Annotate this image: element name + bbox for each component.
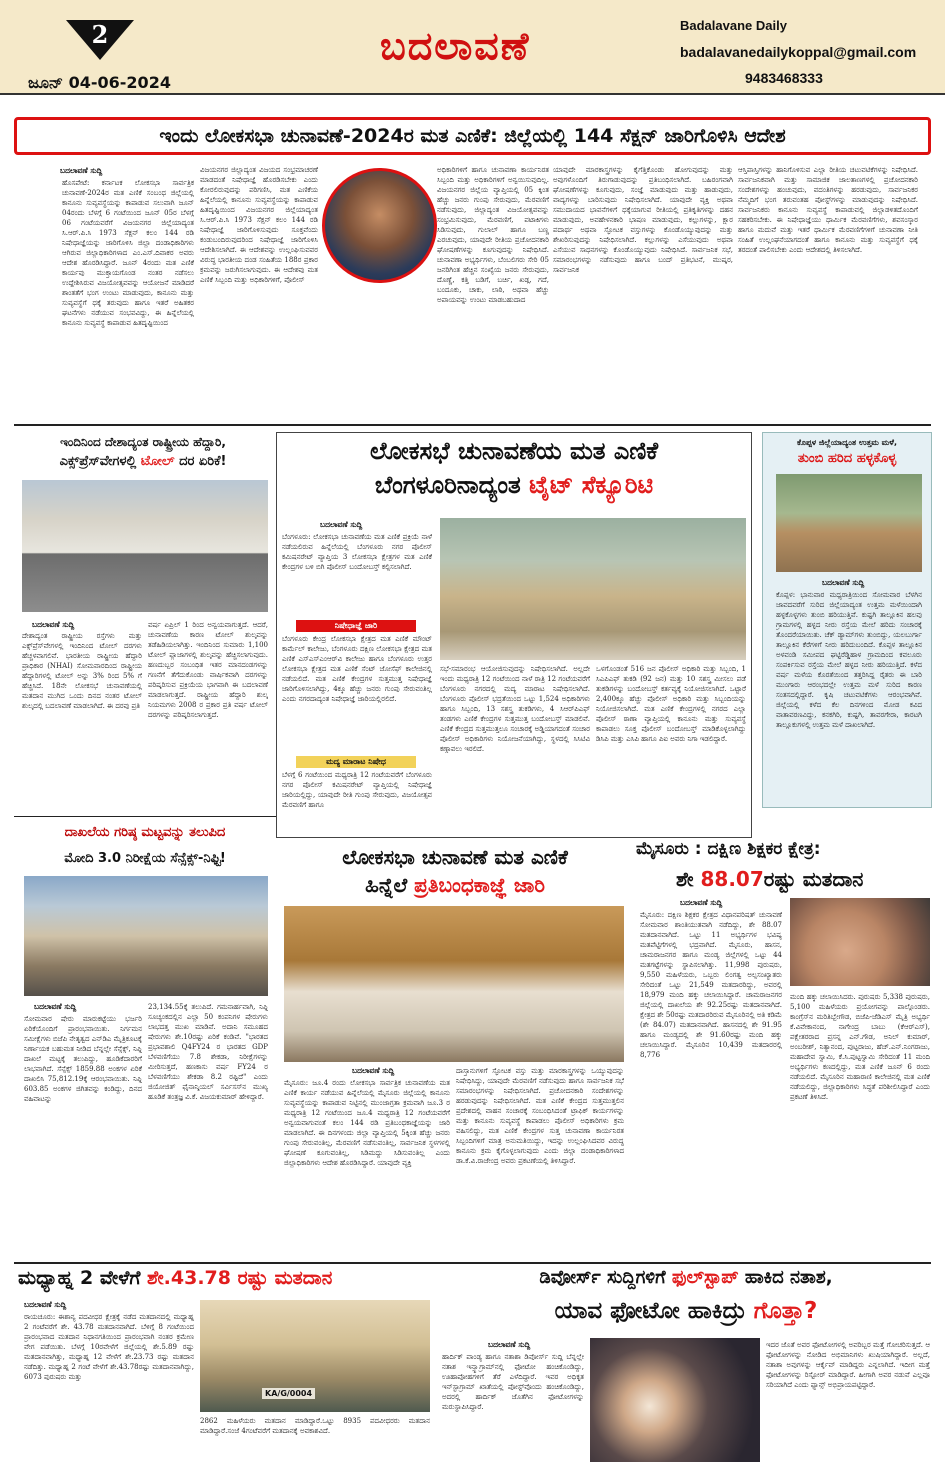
prohibitory-headline-2b: ಪ್ರತಿಬಂಧಕಾಜ್ಞೆ ಜಾರಿ [414,873,545,897]
divider [14,424,931,426]
prohibitory-headline-2 [280,874,630,897]
mysuru-headline-2a: ಶೇ [676,867,701,891]
midday-headline-1: ಮಧ್ಯಾಹ್ನ 2 ವೇಳೆಗೆ [18,1267,148,1289]
stock-exchange-photo [24,876,268,996]
security-headline-2b: ಟೈಟ್ ಸೆಕ್ಯೂರಿಟಿ [529,471,654,499]
divorce-byline: ಬದಲಾವಣೆ ಸುದ್ದಿ [488,1340,531,1349]
lead-photo-official [322,168,437,283]
divorce-headline-2b: ಗೊತ್ತಾ? [753,1298,818,1324]
toll-headline-1: ಇಂದಿನಿಂದ ದೇಶಾದ್ಯಂತ ರಾಷ್ಟ್ರೀಯ ಹೆದ್ದಾರಿ, [60,435,226,449]
mysuru-headline-2b: 88.07 [700,867,764,891]
toll-plaza-photo [22,480,268,612]
sensex-byline: ಬದಲಾವಣೆ ಸುದ್ದಿ [34,1002,77,1011]
rain-flood-photo [776,474,922,572]
security-byline: ಬದಲಾವಣೆ ಸುದ್ದಿ [320,520,363,529]
toll-headline-2 [18,455,268,470]
toll-column-1: ದೇಶಾದ್ಯಂತ ರಾಷ್ಟ್ರೀಯ ರಸ್ತೆಗಳು ಮತ್ತು ಎಕ್ಸ್‌ಪ್ರೆಸ್‌ವೇಗಳಲ್ಲಿ ಇಂದಿನಿಂದ ಟೋಲ್ ದರಗಳು ಹೆಚ್ಚಳವಾಗಲಿವೆ. ಭಾರತೀಯ ರಾಷ್ಟ್ರೀಯ ಹೆದ್ದಾರಿ ಪ್ರಾಧಿಕಾರ (NHAI) ಸೋಮವಾರದಿಂದ ರಾಷ್ಟ್ರೀಯ ಹೆದ್ದಾರಿಗಳಲ್ಲಿ ಟೋಲ್ ಅನ್ನು 3% ರಿಂದ 5% ಗೆ ಹೆಚ್ಚಿಸಿದೆ. 18ನೇ ಲೋಕಸಭೆ ಚುನಾವಣೆಯಲ್ಲಿ ಮತದಾನ ಮುಗಿದ ಒಂದು ದಿನದ ನಂತರ ಟೋಲ್ ಶುಲ್ಕದಲ್ಲಿ ಬದಲಾವಣೆ ಮಾಡಲಾಗಿದೆ. ಈ ದರವು ಪ್ರತಿ [22,632,142,710]
paper-name: Badalavane Daily [680,18,787,33]
toll-headline-2a: ಎಕ್ಸ್‌ಪ್ರೆಸ್‌ವೇಗಳಲ್ಲಿ [59,454,141,469]
polling-booth-photo [200,1300,430,1412]
security-headline-1: ಲೋಕಸಭೆ ಚುನಾವಣೆಯ ಮತ ಎಣಿಕೆ [369,437,659,465]
midday-headline [18,1268,438,1290]
inked-fingers-photo [790,898,930,986]
toll-headline-2c: ದರ ಏರಿಕೆ! [174,454,227,469]
divorce-headline-1c: ಹಾಕಿದ ನತಾಶ, [738,1267,833,1288]
security-column-2: ಸಭೆ-ಸಮಾರಂಭ ಆಯೋಜಿಸುವುದನ್ನು ನಿಷೇಧಿಸಲಾಗಿದೆ. ಅಲ್ಲದೇ ಇಂದು ಮಧ್ಯರಾತ್ರಿ 12 ಗಂಟೆಯಿಂದ ನಾಳೆ ರಾತ್ರಿ 12 ಗಂಟೆಯವರೆಗೆ ಬೆಂಗಳೂರು ನಗರದಲ್ಲಿ ಮದ್ಯ ಮಾರಾಟ ನಿಷೇಧಿಸಲಾಗಿದೆ. ಬೆಂಗಳೂರು ಪೊಲೀಸ್ ಭದ್ರತೆಯಿಂದ ಒಟ್ಟು 1,524 ಅಧಿಕಾರಿಗಳು ಹಾಗೂ ಸಿಬ್ಬಂದಿ, 13 ಸಶಸ್ತ್ರ ತುಕಡಿಗಳು, 4 ಸಿಆರ್‌ಪಿಎಫ್ ತಂಡಗಳು ಎಣಿಕೆ ಕೇಂದ್ರಗಳ ಸುತ್ತಮುತ್ತ ಬಂದೋಬಸ್ತ್ ಮಾಡಲಿವೆ. ಎಣಿಕೆ ಕೇಂದ್ರದ ಸುತ್ತಮುತ್ತಲೂ ಸಂಚಾರಕ್ಕೆ ಅಡ್ಡಿಯಾಗದಂತೆ ಸಂಚಾರ ಪೊಲೀಸ್ ಅಧಿಕಾರಿಗಳು ನಿಯೋಜನೆಯಾಗಿದ್ದು, ಸ್ಥಳದಲ್ಲಿ ಸಿಸಿಟಿವಿ ಕಣ್ಗಾವಲು ಇರಲಿದೆ. [440,665,590,753]
security-subhead-1: ನಿಷೇಧಾಜ್ಞೆ ಜಾರಿ [296,620,416,632]
midday-headline-2: ಶೇ.43.78 ರಷ್ಟು ಮತದಾನ [147,1267,333,1289]
lead-column-5: ಆಸ್ತಿಪಾಸ್ತಿಗಳನ್ನು ಹಾನಿಗೊಳಿಸುವ ಎಲ್ಲಾ ರೀತಿಯ ಚಟುವಟಿಕೆಗಳನ್ನು ನಿಷೇಧಿಸಿದೆ. ಸಾರ್ವಜನಿಕವಾಗಿ ಮತ್ತು ಸಾಮಾಜಿಕ ಜಾಲತಾಣಗಳಲ್ಲಿ ಪ್ರಚೋದನಕಾರಿ ಸಂದೇಶಗಳನ್ನು ಹಂಚುವುದು, ವದಂತಿಗಳನ್ನು ಹರಡುವುದು, ಸಾರ್ವಜನಿಕರ ನೆಮ್ಮದಿಗೆ ಭಂಗ ತರುವಂತಹ ಪೋಸ್ಟ್‌ಗಳನ್ನು ಮಾಡುವುದನ್ನು ನಿಷೇಧಿಸಿದೆ. ಸಾರ್ವಜನಿಕರು ಕಾನೂನು ಸುವ್ಯವಸ್ಥೆ ಕಾಪಾಡುವಲ್ಲಿ ಜಿಲ್ಲಾಡಳಿತದೊಂದಿಗೆ ಸಹಕರಿಸಬೇಕು. ಈ ನಿಷೇಧಾಜ್ಞೆಯು ಧಾರ್ಮಿಕ ಮೆರವಣಿಗೆಗಳು, ಶವಸಂಸ್ಕಾರ ಹಾಗೂ ಮದುವೆ ಮತ್ತು ಇತರೆ ಧಾರ್ಮಿಕ ಮೆರವಣಿಗೆಗಳಿಗೆ ಚುನಾವಣಾ ನೀತಿ ಸಂಹಿತೆ ಉಲ್ಲಂಘನೆಯಾಗದಂತೆ ಹಾಗೂ ಕಾನೂನು ಮತ್ತು ಸುವ್ಯವಸ್ಥೆಗೆ ಧಕ್ಕೆ ತರದಂತೆ ಪಾಲಿಸಬೇಕು ಎಂದು ಆದೇಶದಲ್ಲಿ ತಿಳಿಸಲಾಗಿದೆ. [738,166,918,254]
mysuru-headline-2c: ರಷ್ಟು ಮತದಾನ [763,867,864,891]
rain-body: ಕೊಪ್ಪಳ: ಭಾನುವಾರ ಮಧ್ಯರಾತ್ರಿಯಿಂದ ಸೋಮವಾರ ಬೆಳಗಿನ ಜಾವದವರೆಗೆ ಸುರಿದ ಜಿಲ್ಲೆಯಾದ್ಯಂತ ಉತ್ತಮ ಮಳೆಯಿಂದಾಗಿ ಹಳ್ಳಕೊಳ್ಳಗಳು ತುಂಬಿ ಹರಿಯುತ್ತಿವೆ. ಕುಷ್ಟಗಿ ತಾಲ್ಲೂಕಿನ ಹಲವು ಗ್ರಾಮಗಳಲ್ಲಿ ಹಳ್ಳದ ನೀರು ರಸ್ತೆಯ ಮೇಲೆ ಹರಿದು ಸಂಚಾರಕ್ಕೆ ತೊಂದರೆಯಾಯಿತು. ಚೆಕ್ ಡ್ಯಾಮ್‌ಗಳು ತುಂಬಿದ್ದು, ಯಲಬುರ್ಗಾ ತಾಲ್ಲೂಕಿನ ಕೆರೆಗಳಿಗೆ ನೀರು ಹರಿದುಬಂದಿದೆ. ಕೊಪ್ಪಳ ತಾಲ್ಲೂಕಿನ ಅಳವಂಡಿ ಸಮೀಪದ ಘಟ್ಟಿರೆಡ್ಡಿಹಾಳ ಗ್ರಾಮದಿಂದ ಕವಲೂರು ಸಂಪರ್ಕಿಸುವ ರಸ್ತೆಯ ಮೇಲೆ ಹಳ್ಳದ ನೀರು ಹರಿಯುತ್ತಿದೆ. ಕಳೆದ ವರ್ಷ ಮಳೆಯ ಕೊರತೆಯಿಂದ ತತ್ತರಿಸಿದ್ದ ರೈತರು ಈ ಬಾರಿ ಮುಂಗಾರು ಆರಂಭದಲ್ಲೇ ಉತ್ತಮ ಮಳೆ ಸುರಿದ ಕಾರಣ ಸಂತಸದಲ್ಲಿದ್ದಾರೆ. ಕೃಷಿ ಚಟುವಟಿಕೆಗಳು ಆರಂಭವಾಗಿವೆ. ಜಿಲ್ಲೆಯಲ್ಲಿ ಕಳೆದ ಕೆಲ ದಿನಗಳಿಂದ ಮೋಡ ಕವಿದ ವಾತಾವರಣವಿದ್ದು, ಕನಕಗಿರಿ, ಕುಷ್ಟಗಿ, ತಾವರಗೇರಾ, ಕಾರಟಗಿ ತಾಲ್ಲೂಕುಗಳಲ್ಲಿ ಉತ್ತಮ ಮಳೆ ದಾಖಲಾಗಿದೆ. [776,591,922,729]
toll-headline-2b: ಟೋಲ್ [140,454,175,469]
sensex-headline-1: ದಾಖಲೆಯ ಗರಿಷ್ಠ ಮಟ್ಟವನ್ನು ತಲುಪಿದ [64,825,226,840]
security-column-3: ಒಳಗೊಂಡಂತೆ 516 ಜನ ಪೊಲೀಸ್ ಅಧಿಕಾರಿ ಮತ್ತು ಸಿಬ್ಬಂದಿ, 1 ಸಿಎಪಿಎಫ್ ತುಕಡಿ (92 ಜನ) ಮತ್ತು 10 ಸಶಸ್ತ್ರ ಮೀಸಲು ಪಡೆ ತುಕಡಿಗಳನ್ನು ಬಂದೋಬಸ್ತ್ ಕರ್ತವ್ಯಕ್ಕೆ ನಿಯೋಜಿಸಲಾಗಿದೆ. ಒಟ್ಟಾರೆ 2,400ಕ್ಕೂ ಹೆಚ್ಚು ಪೊಲೀಸ್ ಅಧಿಕಾರಿ ಮತ್ತು ಸಿಬ್ಬಂದಿಯನ್ನು ನಿಯೋಜಿಸಲಾಗಿದೆ. ಮತ ಎಣಿಕೆ ಕೇಂದ್ರಗಳಲ್ಲಿ ನಗರದ ಎಲ್ಲಾ ಪೊಲೀಸ್ ಠಾಣಾ ವ್ಯಾಪ್ತಿಯಲ್ಲಿ ಕಾನೂನು ಮತ್ತು ಸುವ್ಯವಸ್ಥೆ ಕಾಪಾಡಲು ಸೂಕ್ತ ಪೊಲೀಸ್ ಬಂದೋಬಸ್ತ್ ಮಾಡಿಕೊಳ್ಳಲಾಗಿದ್ದು ಡಿಸಿಪಿ ಮತ್ತು ಎಸಿಪಿ ಹಾಗೂ ಪಿಐ ಅವರು ನಿಗಾ ಇಡಲಿದ್ದಾರೆ. [596,665,746,743]
prohibitory-headline-1: ಲೋಕಸಭಾ ಚುನಾವಣೆ ಮತ ಎಣಿಕೆ [342,845,568,869]
contact-phone: 9483468333 [745,70,823,86]
lead-column-1: ಹೊಸಪೇಟೆ: ಕರ್ನಾಟಕ ಲೋಕಸಭಾ ಸಾರ್ವತ್ರಿಕ ಚುನಾವಣೆ-2024ರ ಮತ ಎಣಿಕೆ ಸಂಬಂಧ ಜಿಲ್ಲೆಯಲ್ಲಿ ಕಾನೂನು ಸುವ್ಯವಸ್ಥೆಯನ್ನು ಕಾಪಾಡುವ ಸಲುವಾಗಿ ಜೂನ್ 04ರಂದು ಬೆಳಗ್ಗೆ 6 ಗಂಟೆಯಿಂದ ಜೂನ್ 05ರ ಬೆಳಗ್ಗೆ 06 ಗಂಟೆಯವರೆಗೆ ವಿಜಯನಗರ ಜಿಲ್ಲೆಯಾದ್ಯಂತ ಸಿ.ಆರ್.ಪಿ.ಸಿ 1973 ಸೆಕ್ಷನ್ ಕಲಂ 144 ರಡಿ ನಿಷೇಧಾಜ್ಞೆಯನ್ನು ಜಾರಿಗೊಳಿಸಿ ಜಿಲ್ಲಾ ದಂಡಾಧಿಕಾರಿಗಳು ಆಗಿರುವ ಜಿಲ್ಲಾಧಿಕಾರಿಗಳಾದ ಎಂ.ಎಸ್.ದಿವಾಕರ ಅವರು ಆದೇಶ ಹೊರಡಿಸಿದ್ದಾರೆ. ಜೂನ್ 4ರಂದು ಮತ ಎಣಿಕೆ ಕಾರ್ಯವು ಮುಕ್ತಾಯಗೊಂಡ ನಂತರ ನಡೆಸಲು ಉದ್ದೇಶಿಸಿರುವ ವಿಜಯೋತ್ಸವವನ್ನು ಆಯೋಜನೆ ಮಾಡಿದರೆ ಶಾಂತತೆಗೆ ಭಂಗ ಉಂಟು ಮಾಡುವುದು, ಕಾನೂನು ಮತ್ತು ಸುವ್ಯವಸ್ಥೆಗೆ ಧಕ್ಕೆ ತರುವುದು ಹಾಗೂ ಇತರೆ ಅಹಿತಕರ ಘಟನೆಗಳು ನಡೆಯುವ ಸಂಭವವಿದ್ದು, ಈ ಹಿನ್ನೆಲೆಯಲ್ಲಿ ಕಾನೂನು ಸುವ್ಯವಸ್ಥೆ ಕಾಪಾಡುವ ಹಿತದೃಷ್ಟಿಯಿಂದ [62,179,194,327]
lead-column-2: ವಿಜಯನಗರ ಜಿಲ್ಲಾದ್ಯಂತ ವಿಜಯದ ಸಂಭ್ರಮಾಚರಣೆ ಮಾಡದಂತೆ ನಿಷೇಧಾಜ್ಞೆ ಹೊರಡಿಸಬೇಕು ಎಂದು ಕೋರಲಿರುವುದನ್ನು ಪರಿಗಣಿಸಿ, ಮತ ಎಣಿಕೆಯ ಹಿನ್ನೆಲೆಯಲ್ಲಿ ಕಾನೂನು ಸುವ್ಯವಸ್ಥೆಯನ್ನು ಕಾಪಾಡುವ ಹಿತದೃಷ್ಟಿಯಿಂದ ವಿಜಯನಗರ ಜಿಲ್ಲೆಯಾದ್ಯಂತ ಸಿ.ಆರ್.ಪಿ.ಸಿ 1973 ಸೆಕ್ಷನ್ ಕಲಂ 144 ರಡಿ ನಿಷೇಧಾಜ್ಞೆ ಜಾರಿಗೊಳಿಸುವುದು ಸೂಕ್ತವೆಂದು ಕಂಡುಬಂದಿರುವುದರಿಂದ ನಿಷೇಧಾಜ್ಞೆ ಜಾರಿಗೊಳಿಸಿ ಆದೇಶಿಸಲಾಗಿದೆ. ಈ ಆದೇಶವನ್ನು ಉಲ್ಲಂಘಿಸುವವರ ವಿರುದ್ಧ ಭಾರತೀಯ ದಂಡ ಸಂಹಿತೆಯ 188ರ ಪ್ರಕಾರ ಕ್ರಮವನ್ನು ಜರುಗಿಸಲಾಗುವುದು. ಈ ಆದೇಶವು ಮತ ಎಣಿಕೆ ಸಿಬ್ಬಂದಿ ಮತ್ತು ಅಧಿಕಾರಿಗಳಿಗೆ, ಪೊಲೀಸ್ [200,166,318,284]
security-column-1b: ಬೆಳಗ್ಗೆ 6 ಗಂಟೆಯಿಂದ ಮಧ್ಯರಾತ್ರಿ 12 ಗಂಟೆಯವರೆಗೆ ಬೆಂಗಳೂರು ನಗರ ಪೊಲೀಸ್ ಕಮಿಷನರೇಟ್ ವ್ಯಾಪ್ತಿಯಲ್ಲಿ ನಿಷೇಧಾಜ್ಞೆ ಜಾರಿಯಲ್ಲಿದ್ದು, ಯಾವುದೇ ರೀತಿ ಗುಂಪು ಸೇರುವುದು, ವಿಜಯೋತ್ಸವ ಮೆರವಣಿಗೆ ಹಾಗೂ [282,771,432,809]
page-number: 2 [91,20,109,49]
sensex-column-2: 23,134.55ಕ್ಕೆ ತಲುಪಿದೆ. ಗಮನಾರ್ಹವಾಗಿ, ನಿಫ್ಟಿ ಸೂಚ್ಯಂಕದಲ್ಲಿನ ಎಲ್ಲಾ 50 ಕಂಪನಿಗಳ ಷೇರುಗಳು ಲಾಭದತ್ತ ಮುಖ ಮಾಡಿವೆ. ಅದಾನಿ ಸಮೂಹದ ಷೇರುಗಳು ಶೇ.10ರಷ್ಟು ಏರಿಕೆ ಕಂಡಿವೆ. "ಭಾರತದ ಪ್ರಭಾವಶಾಲಿ Q4FY24 ರ ಭಾರತದ GDP ಬೆಳವಣಿಗೆಯು 7.8 ಶೇಕಡಾ, ನಿರೀಕ್ಷೆಗಳನ್ನು ಮೀರಿಸುತ್ತದೆ, ಹಣಕಾಸು ವರ್ಷ FY24 ರ ಬೆಳವಣಿಗೆಯು ಶೇಕಡಾ 8.2 ರಷ್ಟಿದೆ" ಎಂದು ಜಿಯೋಜಿತ್ ಫೈನಾನ್ಶಿಯಲ್ ಸರ್ವಿಸಸ್‌ನ ಮುಖ್ಯ ಹೂಡಿಕೆ ತಂತ್ರಜ್ಞ ವಿ.ಕೆ. ವಿಜಯಕುಮಾರ್ ಹೇಳಿದ್ದಾರೆ. [148,1003,268,1101]
divider [14,816,276,817]
divorce-column-1: ಹಾರ್ದಿಕ್ ಪಾಂಡ್ಯ ಹಾಗೂ ನತಾಶಾ ಡಿವೋರ್ಸ್ ಸುದ್ದಿ ಬೆನ್ನಲ್ಲೇ ನತಾಶ ಇನ್ಸ್ಟಾಗ್ರಾಮ್‌ನಲ್ಲಿ ಫೋಟೋ ಹಂಚಿಕೊಂಡಿದ್ದು, ಊಹಾಪೋಹಗಳಿಗೆ ತೆರೆ ಎಳೆದಿದ್ದಾರೆ. ಇವರ ಅಧಿಕೃತ ಇನ್‌ಸ್ಟಾಗ್ರಾಮ್ ಖಾತೆಯಲ್ಲಿ ಪೋಸ್ಟ್‌ವೊಂದು ಹಂಚಿಕೊಂಡಿದ್ದು, ಅದರಲ್ಲಿ ಹಾರ್ದಿಕ್ ಜೊತೆಗಿನ ಫೋಟೋಗಳನ್ನು ಮರುಸ್ಥಾಪಿಸಿದ್ದಾರೆ. [442,1353,584,1411]
ballot-box-label: KA/G/0004 [262,1388,315,1399]
lead-headline: ಇಂದು ಲೋಕಸಭಾ ಚುನಾವಣೆ-2024ರ ಮತ ಎಣಿಕೆ: ಜಿಲ್ಲೆಯಲ್ಲಿ 144 ಸೆಕ್ಷನ್ ಜಾರಿಗೊಳಿಸಿ ಆದೇಶ [14,117,931,155]
lead-byline: ಬದಲಾವಣೆ ಸುದ್ದಿ [60,166,103,175]
security-police-photo [440,518,746,660]
midday-caption: 2862 ಮಹಿಳೆಯರು ಮತದಾನ ಮಾಡಿದ್ದಾರೆ.ಒಟ್ಟು 8935 ಪದವೀಧರರು ಮತದಾನ ಮಾಡಿದ್ದಾರೆ.ಸಂಜೆ 4ಗಂಟೆವರೆಗೆ ಮತದಾನಕ್ಕೆ ಅವಕಾಶವಿದೆ. [200,1417,430,1435]
midday-column-1: ರಾಯಚೂರು: ಈಶಾನ್ಯ ಪದವೀಧರ ಕ್ಷೇತ್ರಕ್ಕೆ ನಡೆದ ಮತದಾನದಲ್ಲಿ ಮಧ್ಯಾಹ್ನ 2 ಗಂಟೆವರೆಗೆ ಶೇ. 43.78 ಮತದಾನವಾಗಿದೆ. ಬೆಳಿಗ್ಗೆ 8 ಗಂಟೆಯಿಂದ ಪ್ರಾರಂಭವಾದ ಮತದಾನ ನಿಧಾನಗತಿಯಿಂದ ಪ್ರಾರಂಭವಾಗಿ ನಂತರ ಕ್ರಮೇಣ ವೇಗ ಪಡೆಯಿತು. ಬೆಳಗ್ಗೆ 10ರವೇಳೆಗೆ ಜಿಲ್ಲೆಯಲ್ಲಿ ಶೇ.5.89 ರಷ್ಟು ಮತದಾನವಾಗಿತ್ತು, ಮಧ್ಯಾಹ್ನ 12 ವೇಳೆಗೆ ಶೇ.23.73 ರಷ್ಟು ಮತದಾನ ನಡೆದಿತ್ತು. ಮಧ್ಯಾಹ್ನ 2 ಗಂಟೆ ವೇಳೆಗೆ ಶೇ.43.78ರಷ್ಟು ಮತದಾನವಾಗಿದ್ದು, 6073 ಪುರುಷರು ಮತ್ತು [24,1313,194,1381]
divider [14,1262,931,1264]
issue-date: ಜೂನ್ 04-06-2024 [28,73,171,92]
divorce-column-2: ಇದರ ಜೊತೆ ಅವರ ಫೋಟೋಗಳಲ್ಲಿ ಅವರಿಬ್ಬರ ಮತ್ತೆ ಗೋಚರಿಸುತ್ತದೆ. ಆ ಫೋಟೋಗಳನ್ನು ನೋಡಿದ ಅಭಿಮಾನಿಗಳು ಖುಷಿಯಾಗಿದ್ದಾರೆ. ಅಲ್ಲದೆ, ನತಾಶಾ ಅವುಗಳನ್ನು ಆರ್ಕೈವ್ ಮಾಡಿದ್ದರು ಎನ್ನಲಾಗಿದೆ. ಇದೀಗ ಮತ್ತೆ ಫೋಟೋಗಳನ್ನು ರಿಸ್ಟೋರ್ ಮಾಡಿದ್ದಾರೆ. ಹೀಗಾಗಿ ಅವರ ನಡುವೆ ಎಲ್ಲವೂ ಸರಿಯಾಗಿದೆ ಎಂದು ಫ್ಯಾನ್ಸ್ ಅಭಿಪ್ರಾಯಪಟ್ಟಿದ್ದಾರೆ. [766,1341,930,1389]
lead-column-4: ಯಾವುದೇ ಮಾರಕಾಸ್ತ್ರಗಳನ್ನು ಕೈಗೆತ್ತಿಕೊಂಡು ಹೋಗುವುದನ್ನು ಮತ್ತು ಅವುಗಳೊಂದಿಗೆ ತಿರುಗಾಡುವುದನ್ನು ಪ್ರತಿಬಂಧಿಸಲಾಗಿದೆ. ಬಹಿರಂಗವಾಗಿ ಘೋಷಣೆಗಳನ್ನು ಕೂಗುವುದು, ಸಂಜ್ಞೆ ಮಾಡುವುದು ಮತ್ತು ಹಾಡುವುದು, ವಾದ್ಯಗಳನ್ನು ಬಾರಿಸುವುದು ನಿಷೇಧಿಸಲಾಗಿದೆ. ಯಾವುದೇ ವ್ಯಕ್ತಿ ಅಥವಾ ಸಮುದಾಯದ ಭಾವನೆಗಳಿಗೆ ಧಕ್ಕೆಯಾಗುವ ರೀತಿಯಲ್ಲಿ ಪ್ರತಿಕೃತಿಗಳನ್ನು ದಹನ ಮಾಡುವುದು, ಅವಹೇಳನಕಾರಿ ಭಾಷಣ ಮಾಡುವುದು, ಕಲ್ಲುಗಳನ್ನು, ಕ್ಷಾರ ಪದಾರ್ಥ ಅಥವಾ ಸ್ಫೋಟಕ ವಸ್ತುಗಳನ್ನು ಕೊಂಡೊಯ್ಯುವುದನ್ನು ಮತ್ತು ಶೇಖರಿಸುವುದನ್ನು ನಿಷೇಧಿಸಲಾಗಿದೆ. ಕಲ್ಲುಗಳನ್ನು ಎಸೆಯುವುದು ಅಥವಾ ಎಸೆಯುವ ಸಾಧನಗಳನ್ನು ಕೊಂಡೊಯ್ಯುವುದು ನಿಷೇಧಿಸಿದೆ. ಸಾರ್ವಜನಿಕ ಸಭೆ, ಸಮಾರಂಭಗಳನ್ನು ನಡೆಸುವುದು ಹಾಗೂ ಬಂದ್ ಪ್ರತಿಭಟನೆ, ಮುಷ್ಕರ, ಸಾರ್ವಜನಿಕ [553,166,733,274]
mysuru-byline: ಬದಲಾವಣೆ ಸುದ್ದಿ [680,898,723,907]
rain-headline: ತುಂಬಿ ಹರಿದ ಹಳ್ಳಕೊಳ್ಳ [797,451,897,466]
rain-kicker: ಕೊಪ್ಪಳ ಜಿಲ್ಲೆಯಾದ್ಯಂತ ಉತ್ತಮ ಮಳೆ, [797,438,897,447]
security-headline-2a: ಬೆಂಗಳೂರಿನಾದ್ಯಂತ [374,471,530,499]
security-intro: ಬೆಂಗಳೂರು: ಲೋಕಸಭಾ ಚುನಾವಣೆಯ ಮತ ಎಣಿಕೆ ಪ್ರಕ್ರಿಯೆ ನಾಳೆ ನಡೆಯಲಿರುವ ಹಿನ್ನೆಲೆಯಲ್ಲಿ ಬೆಂಗಳೂರು ನಗರ ಪೊಲೀಸ್ ಕಮಿಷನರೇಟ್ ವ್ಯಾಪ್ತಿಯ 3 ಲೋಕಸಭಾ ಕ್ಷೇತ್ರಗಳ ಮತ ಎಣಿಕೆ ಕೇಂದ್ರಗಳ ಬಳಿ ಬಿಗಿ ಪೊಲೀಸ್ ಬಂದೋಬಸ್ತ್ ಕಲ್ಪಿಸಲಾಗಿದೆ. [282,533,432,571]
midday-byline: ಬದಲಾವಣೆ ಸುದ್ದಿ [24,1300,67,1309]
lead-column-3: ಅಧಿಕಾರಿಗಳಿಗೆ ಹಾಗೂ ಚುನಾವಣಾ ಕಾರ್ಯನಿರತ ಸಿಬ್ಬಂದಿ ಮತ್ತು ಅಧಿಕಾರಿಗಳಿಗೆ ಅನ್ವಯಿಸುವುದಿಲ್ಲ. ವಿಜಯನಗರ ಜಿಲ್ಲೆಯ ವ್ಯಾಪ್ತಿಯಲ್ಲಿ 05 ಕ್ಕಿಂತ ಹೆಚ್ಚು ಜನರು ಗುಂಪು ಸೇರುವುದು, ಮೆರವಣಿಗೆ ನಡೆಸುವುದು, ಜಿಲ್ಲಾದ್ಯಂತ ವಿಜಯೋತ್ಸವವನ್ನು ಸಂಭ್ರಮಿಸುವುದು, ಮೆರವಣಿಗೆ, ಪಟಾಕಿಗಳು ಸಿಡಿಸುವುದು, ಗುಲಾಲ್ ಹಾಗೂ ಬಣ್ಣ ಎರಚುವುದು, ಯಾವುದೇ ರೀತಿಯ ಪ್ರಚೋದನಕಾರಿ ಘೋಷಣೆಗಳನ್ನು ಕೂಗುವುದನ್ನು ನಿಷೇಧಿಸಿದೆ. ಚುನಾವಣಾ ಅಭ್ಯರ್ಥಿಗಳು, ಬೆಂಬಲಿಗರು ಸೇರಿ 05 ಜನರಿಗಿಂತ ಹೆಚ್ಚಿನ ಸಂಖ್ಯೆಯ ಜನರು ಸೇರುವುದು, ದೊಣ್ಣೆ, ಕತ್ತಿ ಬಡಿಗೆ, ಬರ್ಚಿ, ಖಡ್ಗ, ಗದೆ, ಬಂದೂಕು, ಚಾಕು, ಲಾಠಿ, ಅಥವಾ ಹೆಚ್ಚು ಅಪಾಯವನ್ನು ಉಂಟು ಮಾಡಬಹುದಾದ [437,166,549,304]
couple-photo [590,1338,760,1462]
prohibitory-byline: ಬದಲಾವಣೆ ಸುದ್ದಿ [352,1066,395,1075]
divorce-headline-1b: ಫುಲ್‌ಸ್ಟಾಪ್ [671,1267,739,1288]
toll-column-2: ವರ್ಷ ಏಪ್ರಿಲ್ 1 ರಿಂದ ಅನ್ವಯವಾಗುತ್ತದೆ. ಆದರೆ, ಚುನಾವಣೆಯ ಕಾರಣ ಟೋಲ್ ಶುಲ್ಕವನ್ನು ತಡೆಹಿಡಿಯಲಾಗಿತ್ತು. ಇಂದಿನಿಂದ ಸುಮಾರು 1,100 ಟೋಲ್ ಪ್ಲಾಜಾಗಳಲ್ಲಿ ಶುಲ್ಕವನ್ನು ಹೆಚ್ಚಿಸಲಾಗುವುದು. ಹಣದುಬ್ಬರ ಸಂಬಂಧಿತ ಇತರ ಮಾನದಂಡಗಳನ್ನು ಗಣನೆಗೆ ತೆಗೆದುಕೊಂಡು ವಾರ್ಷಿಕವಾಗಿ ದರಗಳನ್ನು ಪರಿಷ್ಕರಿಸುವ ಪ್ರಕ್ರಿಯೆಯ ಭಾಗವಾಗಿ ಈ ಬದಲಾವಣೆ ಮಾಡಲಾಗುತ್ತದೆ. ರಾಷ್ಟ್ರೀಯ ಹೆದ್ದಾರಿ ಶುಲ್ಕ ನಿಯಮಗಳು 2008 ರ ಪ್ರಕಾರ ಪ್ರತಿ ವರ್ಷ ಟೋಲ್ ದರಗಳನ್ನು ಪರಿಷ್ಕರಿಸಲಾಗುತ್ತದೆ. [148,621,268,719]
toll-byline: ಬದಲಾವಣೆ ಸುದ್ದಿ [32,620,75,629]
sensex-headline-2: ಮೋದಿ 3.0 ನಿರೀಕ್ಷೆಯ ಸೆನ್ಸೆಕ್ಸ್-ನಿಫ್ಟಿ! [64,851,226,866]
contact-email: badalavanedailykoppal@gmail.com [680,44,917,60]
mysuru-column-2: ಮಂದಿ ಹಕ್ಕು ಚಲಾಯಿಸಿದರು. ಪುರುಷರು 5,338 ಪುರುಷರು, 5,100 ಮಹಿಳೆಯರು ಪ್ರಯೋಗವನ್ನು ಪಾಲ್ಗೊಂಡರು. ಕಾಂಗ್ರೆಸ್‌ನ ಮರಿತಿಬ್ಬೇಗೌಡ, ಬಿಜೆಪಿ-ಜೆಡಿಎಸ್ ಮೈತ್ರಿ ಅಭ್ಯರ್ಥಿ ಕೆ.ವಿವೇಕಾನಂದ, ನಾಗೇಂದ್ರ ಬಾಬು (ಕೆಆರ್‌ಎಸ್), ಪಕ್ಷೇತರರಾದ ಪ್ರಸನ್ನ ಎನ್.ಗೌಡ, ಅನಿಲ್ ಕುಮಾರ್, ಅಂಬರೀಶ್, ನಿತ್ಯಾನಂದ, ಪುಟ್ಟರಾಜು, ಹೆಚ್.ಎನ್.ನಿಂಗರಾಜು, ಮಹಾದೇವ ಸ್ವಾಮಿ, ಕೆ.ಸಿ.ಪುಟ್ಟಸ್ವಾಮಿ ಸೇರಿದಂತೆ 11 ಮಂದಿ ಅಭ್ಯರ್ಥಿಗಳು ಕಣದಲ್ಲಿದ್ದು, ಮತ ಎಣಿಕೆ ಜೂನ್ 6 ರಂದು ನಡೆಯಲಿದೆ. ಮೈಸೂರಿನ ಮಹಾರಾಣಿ ಕಾಲೇಜಿನಲ್ಲಿ ಮತ ಎಣಿಕೆ ನಡೆಯಲಿದ್ದು, ಜಿಲ್ಲಾಧಿಕಾರಿಗಳು ಸಿದ್ಧತೆ ಪರಿಶೀಲಿಸಿದ್ದಾರೆ ಎಂದು ಪ್ರಕಟಣೆ ತಿಳಿಸಿದೆ. [790,993,930,1101]
mysuru-column-1: ಮೈಸೂರು: ದಕ್ಷಿಣ ಶಿಕ್ಷಕರ ಕ್ಷೇತ್ರದ ವಿಧಾನಪರಿಷತ್ ಚುನಾವಣೆ ಸೋಮವಾರ ಶಾಂತಿಯುತವಾಗಿ ನಡೆದಿದ್ದು, ಶೇ 88.07 ಮತದಾನವಾಗಿದೆ. ಒಟ್ಟು 11 ಅಭ್ಯರ್ಥಿಗಳ ಭವಿಷ್ಯ ಮತಪೆಟ್ಟಿಗೆಗಳಲ್ಲಿ ಭದ್ರವಾಗಿದೆ. ಮೈಸೂರು, ಹಾಸನ, ಚಾಮರಾಜನಗರ ಹಾಗೂ ಮಂಡ್ಯ ಜಿಲ್ಲೆಗಳಲ್ಲಿ ಒಟ್ಟು 44 ಮತಗಟ್ಟೆಗಳನ್ನು ಸ್ಥಾಪಿಸಲಾಗಿತ್ತು. 11,998 ಪುರುಷರು, 9,550 ಮಹಿಳೆಯರು, ಒಬ್ಬರು ಲಿಂಗತ್ವ ಅಲ್ಪಸಂಖ್ಯಾತರು ಸೇರಿದಂತೆ ಒಟ್ಟು 21,549 ಮತದಾರರಿದ್ದು, ಅವರಲ್ಲಿ 18,979 ಮಂದಿ ಹಕ್ಕು ಚಲಾಯಿಸಿದ್ದಾರೆ. ಚಾಮರಾಜನಗರ ಜಿಲ್ಲೆಯಲ್ಲಿ ದಾಖಲೆಯ ಶೇ 92.25ರಷ್ಟು ಮತದಾನವಾಗಿದೆ. ಕ್ಷೇತ್ರದ ಶೇ 50ರಷ್ಟು ಮತದಾರರಿರುವ ಮೈಸೂರಿನಲ್ಲಿ ಅತಿ ಕಡಿಮೆ (ಶೇ 84.07) ಮತದಾನವಾಗಿದೆ. ಹಾಸನದಲ್ಲಿ ಶೇ 91.95 ಹಾಗೂ ಮಂಡ್ಯದಲ್ಲಿ ಶೇ 91.60ರಷ್ಟು ಮಂದಿ ಹಕ್ಕು ಚಲಾಯಿಸಿದ್ದಾರೆ. ಮೈಸೂರಿನ 10,439 ಮತದಾರರಲ್ಲಿ 8,776 [640,911,782,1059]
prohibitory-office-photo [284,906,624,1062]
divorce-headline-1a: ಡಿವೋರ್ಸ್ ಸುದ್ದಿಗಳಿಗೆ [539,1267,672,1288]
masthead-title: ಬದಲಾವಣೆ [380,24,531,68]
divorce-headline-2a: ಯಾವ ಫೋಟೋ ಹಾಕಿದ್ರು [554,1298,754,1324]
security-column-1a: ಬೆಂಗಳೂರು ಕೇಂದ್ರ ಲೋಕಸಭಾ ಕ್ಷೇತ್ರದ ಮತ ಎಣಿಕೆ ಮೌಂಟ್ ಕಾರ್ಮೆಲ್ ಕಾಲೇಜು, ಬೆಂಗಳೂರು ದಕ್ಷಿಣ ಲೋಕಸಭಾ ಕ್ಷೇತ್ರದ ಮತ ಎಣಿಕೆ ಎಸ್‌ಎಸ್‌ಎಂಆರ್‌ವಿ ಕಾಲೇಜು ಹಾಗೂ ಬೆಂಗಳೂರು ಉತ್ತರ ಲೋಕಸಭಾ ಕ್ಷೇತ್ರದ ಮತ ಎಣಿಕೆ ಸೆಂಟ್ ಜೋಸೆಫ್ ಕಾಲೇಜಿನಲ್ಲಿ ನಡೆಯಲಿದೆ. ಮತ ಎಣಿಕೆ ಕೇಂದ್ರಗಳ ಸುತ್ತಮುತ್ತ ನಿಷೇಧಾಜ್ಞೆ ಜಾರಿಗೊಳಿಸಲಾಗಿದ್ದು, 4ಕ್ಕೂ ಹೆಚ್ಚು ಜನರು ಗುಂಪು ಸೇರುವಂತಿಲ್ಲ ಎಂದು ನಗರದಾದ್ಯಂತ ನಿಷೇಧಾಜ್ಞೆ ಜಾರಿಯಲ್ಲಿರಲಿದೆ. [282,635,432,703]
mysuru-headline-2 [676,868,932,891]
security-subhead-2: ಮದ್ಯ ಮಾರಾಟ ನಿಷೇಧ [296,756,416,768]
rain-byline: ಬದಲಾವಣೆ ಸುದ್ದಿ [822,578,865,587]
divorce-headline-1 [440,1268,932,1289]
prohibitory-column-1: ಮೈಸೂರು: ಜೂ.4 ರಂದು ಲೋಕಸಭಾ ಸಾರ್ವತ್ರಿಕ ಚುನಾವಣೆಯ ಮತ ಎಣಿಕೆ ಕಾರ್ಯ ನಡೆಯುವ ಹಿನ್ನೆಲೆಯಲ್ಲಿ ಮೈಸೂರು ಜಿಲ್ಲೆಯಲ್ಲಿ ಕಾನೂನು ಸುವ್ಯವಸ್ಥೆಯನ್ನು ಕಾಪಾಡುವ ನಿಟ್ಟಿನಲ್ಲಿ ಮುಂಜಾಗ್ರತಾ ಕ್ರಮವಾಗಿ ಜೂ.3 ರ ಮಧ್ಯರಾತ್ರಿ 12 ಗಂಟೆಯಿಂದ ಜೂ.4 ಮಧ್ಯರಾತ್ರಿ 12 ಗಂಟೆಯವರೆಗೆ ಅನ್ವಯವಾಗುವಂತೆ ಕಲಂ 144 ರಡಿ ಪ್ರತಿಬಂಧಕಾಜ್ಞೆಯನ್ನು ಜಾರಿ ಮಾಡಲಾಗಿದೆ. ಈ ದಿನಗಳಂದು ಜಿಲ್ಲಾ ವ್ಯಾಪ್ತಿಯಲ್ಲಿ 5ಕ್ಕಿಂತ ಹೆಚ್ಚು ಜನರು ಗುಂಪು ಸೇರುವಂತಿಲ್ಲ, ಮೆರವಣಿಗೆ ನಡೆಸುವಂತಿಲ್ಲ, ಸಾರ್ವಜನಿಕ ಸ್ಥಳಗಳಲ್ಲಿ ಘೋಷಣೆ ಕೂಗುವಂತಿಲ್ಲ, ಸಿಡಿಮದ್ದು ಸಿಡಿಸುವಂತಿಲ್ಲ ಎಂದು ಜಿಲ್ಲಾಧಿಕಾರಿಗಳು ಆದೇಶ ಹೊರಡಿಸಿದ್ದಾರೆ. ಯಾವುದೇ ವ್ಯಕ್ತಿ [284,1079,450,1167]
mysuru-headline-1: ಮೈಸೂರು : ದಕ್ಷಿಣ ಶಿಕ್ಷಕರ ಕ್ಷೇತ್ರ: [636,839,821,859]
prohibitory-headline-2a: ಹಿನ್ನೆಲೆ [365,873,415,897]
sensex-column-1: ಸೋಮವಾರ ಷೇರು ಮಾರುಕಟ್ಟೆಯು ಭರ್ಜರಿ ಏರಿಕೆಯೊಂದಿಗೆ ಪ್ರಾರಂಭವಾಯಿತು. ನಿರ್ಗಮನ ಸಮೀಕ್ಷೆಗಳು ಬಿಜೆಪಿ ನೇತೃತ್ವದ ಎನ್‌ಡಿಎ ಮೈತ್ರಿಕೂಟಕ್ಕೆ ನಿರ್ಣಾಯಕ ಬಹುಮತ ನೀಡಿದ ಬೆನ್ನಲ್ಲೇ ಸೆನ್ಸೆಕ್ಸ್, ನಿಫ್ಟಿ ದಾಖಲೆ ಮಟ್ಟಕ್ಕೆ ತಲುಪಿದ್ದು, ಹೂಡಿಕೆದಾರರಿಗೆ ಲಾಭವಾಗಿದೆ. ಸೆನ್ಸೆಕ್ಸ್ 1859.88 ಅಂಕಗಳ ಏರಿಕೆ ದಾಖಲಿಸಿ 75,812.19ಕ್ಕೆ ಆರಂಭವಾಯಿತು. ನಿಫ್ಟಿ 603.85 ಅಂಕಗಳ ಜಿಗಿತವನ್ನು ಕಂಡಿದ್ದು, ದಿನದ ವಹಿವಾಟನ್ನು [24,1015,142,1103]
divorce-headline-2 [440,1298,932,1324]
prohibitory-column-2: ದಾಸ್ತಾನುಗಳಿಗೆ ಸ್ಫೋಟಕ ವಸ್ತು ಮತ್ತು ಮಾರಕಾಸ್ತ್ರಗಳನ್ನು ಒಯ್ಯುವುದನ್ನು ನಿಷೇಧಿಸಿದ್ದು, ಯಾವುದೇ ಮೆರವಣಿಗೆ ನಡೆಸುವುದು ಹಾಗೂ ಸಾರ್ವಜನಿಕ ಸಭೆ ಸಮಾರಂಭಗಳನ್ನು ನಿಷೇಧಿಸಲಾಗಿದೆ. ಪ್ರಚೋದನಕಾರಿ ಸಂದೇಶಗಳನ್ನು ಹರಡುವುದನ್ನು ನಿಷೇಧಿಸಲಾಗಿದೆ. ಮತ ಎಣಿಕೆ ಕೇಂದ್ರದ ಸುತ್ತಮುತ್ತಲಿನ ಪ್ರದೇಶದಲ್ಲಿ ವಾಹನ ಸಂಚಾರಕ್ಕೆ ಸಂಬಂಧಿಸಿದಂತೆ ಟ್ರಾಫಿಕ್ ಕಾರ್ಯಗಳನ್ನು ಮತ್ತು ಕಾನೂನು ಸುವ್ಯವಸ್ಥೆ ಕಾಪಾಡಲು ಪೊಲೀಸ್ ಅಧಿಕಾರಿಗಳು ಕ್ರಮ ವಹಿಸಲಿದ್ದು, ಮತ ಎಣಿಕೆ ಕೇಂದ್ರಗಳ ಸುತ್ತ ಚುನಾವಣಾ ಕಾರ್ಯನಿರತ ಸಿಬ್ಬಂದಿಗಳಿಗೆ ಮಾತ್ರ ಅನುಮತಿಯಿದ್ದು, ಇದನ್ನು ಉಲ್ಲಂಘಿಸಿದವರ ವಿರುದ್ಧ ಕಾನೂನು ಕ್ರಮ ಕೈಗೊಳ್ಳಲಾಗುವುದು ಎಂದು ಜಿಲ್ಲಾ ದಂಡಾಧಿಕಾರಿಗಳಾದ ಡಾ.ಕೆ.ವಿ.ರಾಜೇಂದ್ರ ಅವರು ಪ್ರಕಟಣೆಯಲ್ಲಿ ತಿಳಿಸಿದ್ದಾರೆ. [456,1067,624,1165]
security-headline-2 [280,472,748,500]
